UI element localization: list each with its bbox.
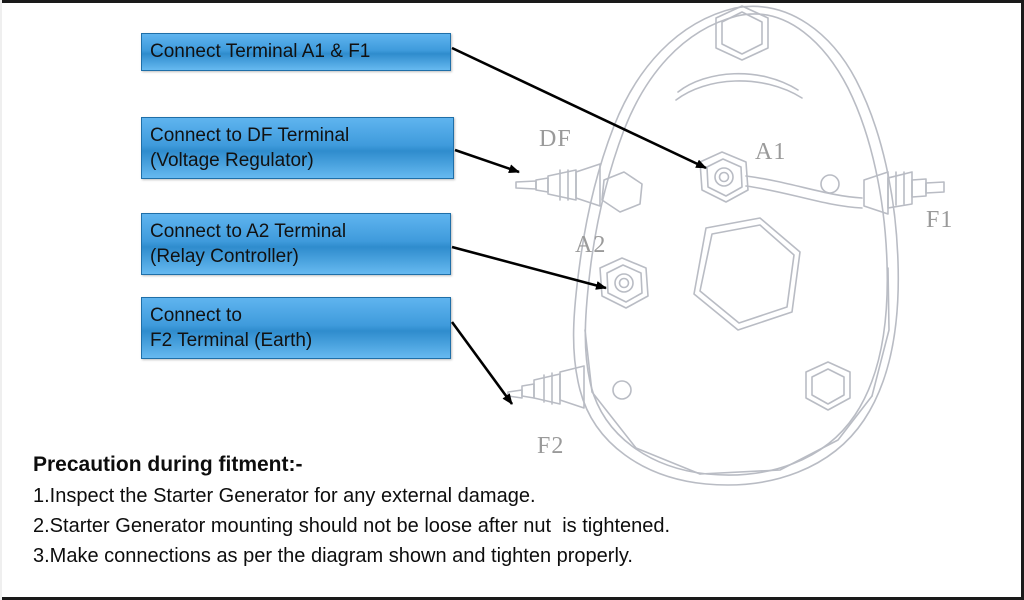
precaution-title: Precaution during fitment:-: [33, 453, 303, 476]
round-boss-right: [821, 175, 839, 193]
upper-rib-arc: [678, 74, 798, 92]
callout-line: Connect to DF Terminal: [150, 125, 350, 146]
f1-connector-tip: [912, 179, 926, 197]
callout-connect-a2: [141, 213, 451, 275]
hex-boss-lower-right: [806, 362, 850, 410]
a2-terminal-stud: [615, 274, 633, 292]
body-facet-right: [872, 268, 889, 396]
terminal-label-df: DF: [539, 126, 572, 152]
callout-line: F2 Terminal (Earth): [150, 330, 313, 351]
hex-boss-lower-right-inner: [812, 369, 844, 404]
a1-f1-strap-top: [746, 176, 862, 198]
a2-terminal-stud-core: [620, 279, 629, 288]
terminal-label-a2: A2: [575, 232, 607, 258]
f2-connector-lead: [508, 390, 522, 398]
f1-connector-body: [888, 172, 912, 208]
arrow-to-f2: [452, 322, 512, 404]
f2-connector-base: [560, 366, 584, 408]
arrow-to-df: [455, 150, 519, 172]
frame-border-top: [0, 0, 1024, 3]
precaution-item-3: 3.Make connections as per the diagram shown and tighten properly.: [33, 545, 633, 567]
hex-boss-top-inner: [722, 12, 762, 54]
f2-connector-body: [534, 374, 560, 404]
df-connector-tip: [536, 178, 548, 192]
center-hex: [694, 218, 800, 330]
callout-line: (Voltage Regulator): [150, 150, 314, 171]
df-connector-body: [548, 170, 576, 200]
hex-boss-top: [716, 6, 768, 60]
df-connector-base: [576, 164, 600, 206]
precaution-item-2: 2.Starter Generator mounting should not be loose after nut is tightened.: [33, 515, 671, 537]
frame-border-left: [0, 0, 2, 600]
callout-line: Connect Terminal A1 & F1: [150, 41, 371, 62]
terminal-label-a1: A1: [755, 139, 787, 165]
a2-terminal-hex-outer: [600, 258, 648, 308]
callout-connect-df: [141, 117, 454, 179]
a2-terminal-hex-inner: [607, 265, 642, 302]
center-hex-inner: [700, 225, 794, 323]
callout-line: (Relay Controller): [150, 246, 299, 267]
terminal-label-f1: F1: [926, 207, 954, 233]
upper-rib-arc-2: [676, 81, 802, 100]
terminal-label-f2: F2: [537, 433, 565, 459]
f1-connector-lead: [926, 182, 944, 193]
round-boss-lower-left: [613, 381, 631, 399]
arrow-to-a1: [452, 48, 706, 168]
f2-connector-tip: [522, 384, 534, 398]
a1-terminal-stud: [715, 168, 733, 186]
generator-body-inner-contour: [585, 14, 887, 475]
precaution-item-1: 1.Inspect the Starter Generator for any external damage.: [33, 485, 536, 507]
callout-line: Connect to A2 Terminal: [150, 221, 347, 242]
f1-connector-base: [864, 172, 888, 214]
a1-terminal-hex-outer: [700, 152, 748, 202]
callout-connect-f2: [141, 297, 451, 359]
small-hex-upper-left: [602, 172, 642, 212]
a1-f1-strap-bottom: [746, 186, 862, 208]
callout-line: Connect to: [150, 305, 242, 326]
a1-terminal-hex-inner: [707, 159, 742, 196]
precaution-section: [33, 450, 833, 571]
callout-connect-a1-f1: [141, 33, 451, 71]
df-connector-lead: [516, 181, 536, 189]
a1-terminal-stud-core: [720, 173, 729, 182]
generator-body-outline: [574, 6, 899, 485]
